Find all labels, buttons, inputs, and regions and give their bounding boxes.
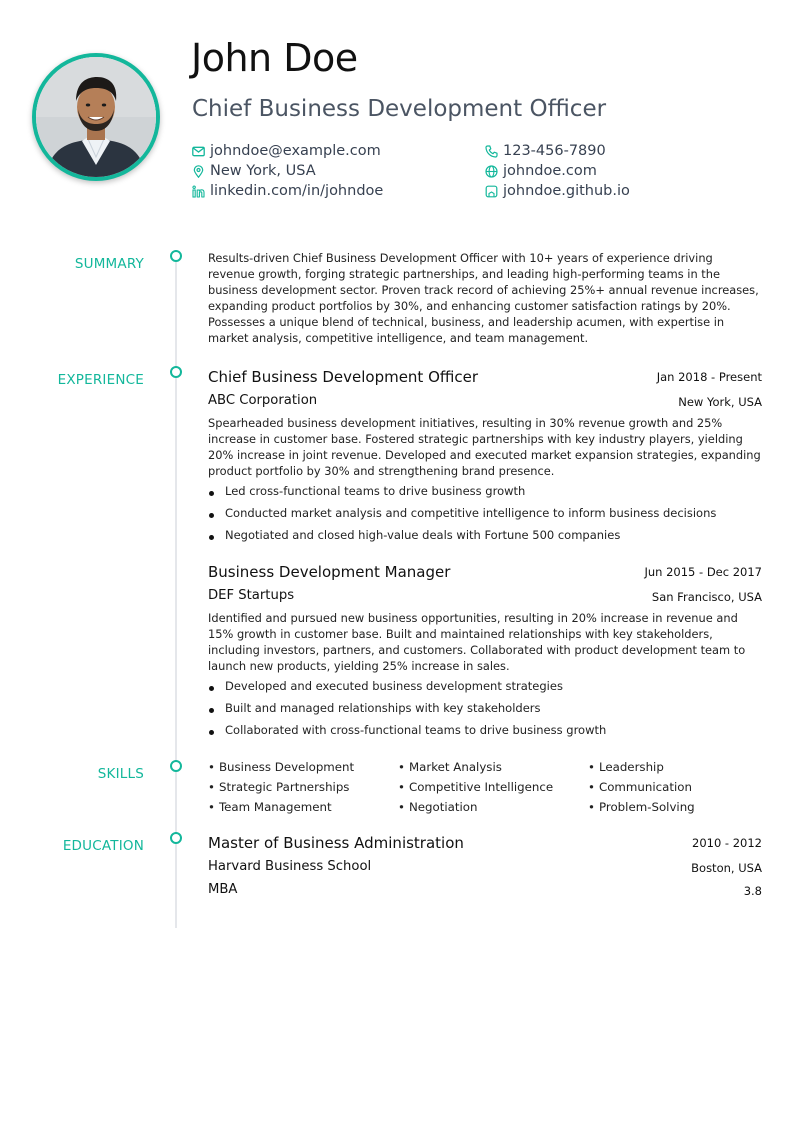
job-company: DEF Startups [208,588,295,603]
skill-item [588,760,768,776]
contact-linkedin[interactable] [192,183,383,199]
job-description: Identified and pursued new business opportunities, resulting in 20% increase in revenue and 15% growth in customer base. Built and maintained relationships with key stakeholders, including investors, partners, and customers. Collaborated with product development team to launch new products, yielding 25% increase in sales. [208,611,746,673]
bullet-dot [209,513,214,518]
globe-icon [485,165,498,178]
contact-github[interactable] [485,183,630,199]
skill-bullet: • [588,800,595,814]
contact-website[interactable] [485,163,597,179]
profile-photo [32,53,160,181]
job-bullets [208,480,716,546]
timeline-dot [170,250,182,262]
linkedin-text: linkedin.com/in/johndoe [210,183,384,199]
skill-text: Strategic Partnerships [218,780,350,794]
skill-item [588,800,768,816]
bullet-dot [209,535,214,540]
timeline-dot [170,760,182,772]
bullet-text: Negotiated and closed high-value deals with Fortune 500 companies [225,528,621,542]
location-text: New York, USA [210,163,316,179]
job-bullets [208,675,606,741]
job-location: New York, USA [678,395,762,409]
candidate-name: John Doe [191,36,358,80]
contact-location [192,163,316,179]
job-location: San Francisco, USA [651,590,762,604]
phone-text: 123-456-7890 [503,143,606,159]
education-dates: 2010 - 2012 [692,836,762,850]
skill-bullet: • [208,780,215,794]
contact-phone[interactable] [485,143,606,159]
education-heading: EDUCATION [62,838,144,854]
bullet-dot [209,708,214,713]
job-role: Business Development Manager [208,563,451,581]
job-company: ABC Corporation [208,393,318,408]
skill-item [208,800,398,816]
job-description: Spearheaded business development initiatives, resulting in 30% revenue growth and 25% increase in customer base. Fostered strategic partnerships with key industry players, yielding 20% increase in joint revenue. Developed and executed market expansion strategies, expanding product portfolio by 30% and strengthening brand presence. [208,416,761,478]
skill-bullet: • [398,780,405,794]
job-dates: Jan 2018 - Present [656,370,762,384]
skill-item [398,800,588,816]
list-item [208,675,606,697]
skill-text: Negotiation [408,800,478,814]
email-icon [192,145,205,158]
skill-item [398,760,588,776]
experience-heading: EXPERIENCE [57,372,144,388]
education-degree: Master of Business Administration [208,834,464,852]
bullet-text: Developed and executed business development strategies [225,679,563,693]
skills-heading: SKILLS [97,766,144,782]
skill-bullet: • [588,780,595,794]
bullet-text: Collaborated with cross-functional teams to drive business growth [225,723,607,737]
skill-text: Business Development [218,760,355,774]
list-item [208,697,606,719]
skill-text: Competitive Intelligence [408,780,554,794]
skill-text: Market Analysis [408,760,502,774]
bullet-dot [209,491,214,496]
skill-item [398,780,588,796]
education-credential: MBA [208,882,238,897]
bullet-text: Built and managed relationships with key stakeholders [225,701,541,715]
list-item [208,524,716,546]
skills-grid [208,760,768,816]
bullet-dot [209,730,214,735]
person-portrait [36,57,156,177]
list-item [208,480,716,502]
list-item [208,719,606,741]
github-icon [485,185,498,198]
linkedin-icon [192,185,205,198]
candidate-title: Chief Business Development Officer [192,96,607,122]
skill-text: Leadership [598,760,664,774]
timeline-line [175,256,177,928]
phone-icon [485,145,498,158]
skill-bullet: • [398,760,405,774]
skill-bullet: • [398,800,405,814]
bullet-dot [209,686,214,691]
education-school: Harvard Business School [208,859,372,874]
location-pin-icon [192,165,205,178]
education-gpa: 3.8 [743,884,762,898]
skill-text: Problem-Solving [598,800,695,814]
skill-bullet: • [208,800,215,814]
skill-text: Team Management [218,800,332,814]
github-text: johndoe.github.io [503,183,630,199]
job-dates: Jun 2015 - Dec 2017 [644,565,762,579]
bullet-text: Conducted market analysis and competitive intelligence to inform business decisions [225,506,717,520]
timeline-dot [170,366,182,378]
education-location: Boston, USA [691,861,762,875]
bullet-text: Led cross-functional teams to drive business growth [225,484,526,498]
timeline-dot [170,832,182,844]
skill-text: Communication [598,780,692,794]
summary-heading: SUMMARY [74,256,144,272]
contact-email[interactable] [192,143,381,159]
list-item [208,502,716,524]
skill-bullet: • [588,760,595,774]
skill-item [208,760,398,776]
website-text: johndoe.com [503,163,597,179]
summary-text: Results-driven Chief Business Development Officer with 10+ years of experience driving revenue growth, forging strategic partnerships, and leading high-performing teams in the business development sector. Proven track record of achieving 25%+ annual revenue increases, expanding product portfolios by 30%, and enhancing customer satisfaction ratings by 20%. Possesses a unique blend of technical, business, and leadership acumen, with expertise in market analysis, competitive intelligence, and team management. [208,251,759,345]
skill-bullet: • [208,760,215,774]
email-text: johndoe@example.com [210,143,381,159]
job-role: Chief Business Development Officer [208,368,479,386]
skill-item [588,780,768,796]
skill-item [208,780,398,796]
